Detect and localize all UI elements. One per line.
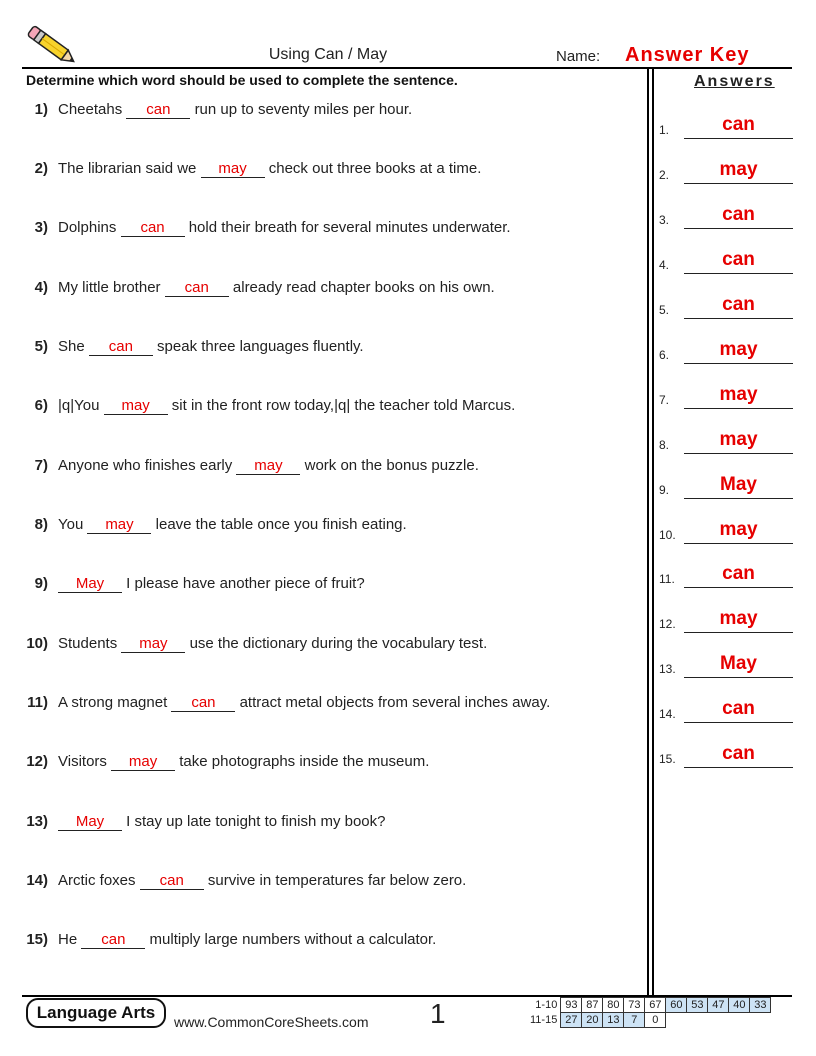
- question-text-before: A strong magnet: [58, 694, 168, 711]
- answer-line: [684, 587, 793, 588]
- score-cell: 7: [624, 1013, 645, 1028]
- answer-line: [684, 498, 793, 499]
- score-cell: 13: [603, 1013, 624, 1028]
- score-cell: 93: [561, 998, 582, 1013]
- question-text-before: Students: [58, 635, 118, 652]
- question-row: [0, 279, 640, 297]
- question-text-before: He: [58, 931, 78, 948]
- question-row: [0, 160, 640, 178]
- question-text-before: Anyone who finishes early: [58, 457, 233, 474]
- question-text-after: run up to seventy miles per hour.: [194, 101, 413, 118]
- answer-value: can: [722, 294, 755, 315]
- answer-value: can: [722, 743, 755, 764]
- answer-blank: may: [87, 516, 151, 534]
- answer-row: [659, 693, 793, 723]
- answer-blank: can: [171, 694, 235, 712]
- answer-blank: can: [165, 279, 229, 297]
- answer-number: 2.: [659, 168, 670, 182]
- column-divider: [652, 68, 654, 996]
- column-divider: [647, 68, 649, 996]
- answer-value: may: [719, 339, 758, 360]
- score-row: [528, 998, 771, 1013]
- question-text-before: Dolphins: [58, 219, 117, 236]
- score-cell: 27: [561, 1013, 582, 1028]
- question-number: 7): [34, 457, 48, 474]
- answer-number: 14.: [659, 707, 676, 721]
- answer-row: [659, 244, 793, 274]
- question-text-after: speak three languages fluently.: [157, 338, 364, 355]
- answer-value: May: [720, 474, 757, 495]
- answer-number: 1.: [659, 123, 670, 137]
- question-number: 8): [34, 516, 48, 533]
- answer-row: [659, 289, 793, 319]
- question-text-after: already read chapter books on his own.: [232, 279, 495, 296]
- question-text-after: hold their breath for several minutes underwater.: [188, 219, 511, 236]
- answer-value: can: [722, 204, 755, 225]
- score-cell: 67: [645, 998, 666, 1013]
- answer-number: 12.: [659, 617, 676, 631]
- question-row: [0, 931, 640, 949]
- score-cell: 80: [603, 998, 624, 1013]
- answer-blank: can: [126, 101, 190, 119]
- answer-line: [684, 677, 793, 678]
- answer-row: [659, 469, 793, 499]
- score-cell: 53: [687, 998, 708, 1013]
- question-number: 6): [34, 397, 48, 414]
- score-row-label: 11-15: [530, 1014, 558, 1026]
- answer-blank: May: [58, 575, 122, 593]
- question-row: [0, 635, 640, 653]
- header-rule: [22, 67, 792, 69]
- answer-row: [659, 334, 793, 364]
- answer-blank: can: [121, 219, 185, 237]
- question-row: [0, 872, 640, 890]
- question-text-before: The librarian said we: [58, 160, 197, 177]
- score-row-label: 1-10: [535, 999, 558, 1011]
- score-cell: 60: [666, 998, 687, 1013]
- score-cell: 87: [582, 998, 603, 1013]
- answer-row: [659, 603, 793, 633]
- answer-blank: May: [58, 813, 122, 831]
- answer-value: may: [719, 384, 758, 405]
- score-cell: 40: [729, 998, 750, 1013]
- question-number: 12): [26, 753, 48, 770]
- answer-value: may: [719, 608, 758, 629]
- question-number: 5): [34, 338, 48, 355]
- score-row: [528, 1013, 771, 1028]
- question-text-before: My little brother: [58, 279, 161, 296]
- answer-row: [659, 514, 793, 544]
- answer-blank: can: [140, 872, 204, 890]
- page-title: Using Can / May: [268, 46, 388, 63]
- score-cell: 33: [750, 998, 771, 1013]
- answer-blank: may: [111, 753, 175, 771]
- answer-number: 10.: [659, 528, 676, 542]
- answer-number: 4.: [659, 258, 670, 272]
- question-row: [0, 219, 640, 237]
- answer-value: can: [722, 249, 755, 270]
- answer-line: [684, 722, 793, 723]
- question-number: 11): [27, 694, 48, 711]
- answer-value: may: [719, 429, 758, 450]
- question-number: 14): [26, 872, 48, 889]
- answer-blank: can: [89, 338, 153, 356]
- answer-row: [659, 648, 793, 678]
- question-text-after: check out three books at a time.: [268, 160, 482, 177]
- question-text-after: attract metal objects from several inches away.: [239, 694, 551, 711]
- answer-row: [659, 738, 793, 768]
- question-text-before: Visitors: [58, 753, 107, 770]
- question-text-before: Cheetahs: [58, 101, 123, 118]
- answer-blank: may: [121, 635, 185, 653]
- question-number: 15): [26, 931, 48, 948]
- answer-value: may: [719, 159, 758, 180]
- question-text-before: |q|You: [58, 397, 100, 414]
- question-text-after: survive in temperatures far below zero.: [207, 872, 467, 889]
- answer-number: 5.: [659, 303, 670, 317]
- answer-line: [684, 543, 793, 544]
- question-row: [0, 516, 640, 534]
- question-number: 3): [34, 219, 48, 236]
- answer-line: [684, 767, 793, 768]
- answer-row: [659, 109, 793, 139]
- score-cell: 20: [582, 1013, 603, 1028]
- answer-line: [684, 138, 793, 139]
- answer-row: [659, 379, 793, 409]
- question-text-before: You: [58, 516, 84, 533]
- answer-blank: can: [81, 931, 145, 949]
- answer-blank: may: [236, 457, 300, 475]
- question-text-before: She: [58, 338, 85, 355]
- question-text-after: take photographs inside the museum.: [179, 753, 430, 770]
- answer-number: 8.: [659, 438, 670, 452]
- question-number: 13): [26, 813, 48, 830]
- question-number: 10): [26, 635, 48, 652]
- answer-number: 15.: [659, 752, 676, 766]
- question-text-after: work on the bonus puzzle.: [304, 457, 479, 474]
- name-label: Name:: [556, 48, 601, 65]
- answer-line: [684, 363, 793, 364]
- answer-row: [659, 558, 793, 588]
- question-text-after: multiply large numbers without a calculator.: [149, 931, 437, 948]
- question-number: 9): [34, 575, 48, 592]
- question-row: [0, 813, 640, 831]
- answer-row: [659, 424, 793, 454]
- question-text-before: Arctic foxes: [58, 872, 136, 889]
- score-table: [528, 997, 771, 1028]
- answer-line: [684, 228, 793, 229]
- answer-number: 9.: [659, 483, 670, 497]
- question-text-after: sit in the front row today,|q| the teacher told Marcus.: [171, 397, 516, 414]
- question-number: 1): [34, 101, 48, 118]
- score-cell: 0: [645, 1013, 666, 1028]
- site-url[interactable]: www.CommonCoreSheets.com: [174, 1014, 369, 1030]
- page-number: 1: [430, 998, 446, 1029]
- answer-key-label: Answer Key: [625, 44, 750, 66]
- question-text-after: leave the table once you finish eating.: [155, 516, 407, 533]
- answer-number: 11.: [659, 572, 675, 586]
- answers-heading: Answers: [694, 73, 775, 90]
- answer-line: [684, 318, 793, 319]
- question-row: [0, 753, 640, 771]
- question-number: 4): [34, 279, 48, 296]
- answer-number: 7.: [659, 393, 670, 407]
- answer-number: 13.: [659, 662, 676, 676]
- score-cell: 73: [624, 998, 645, 1013]
- question-row: [0, 101, 640, 119]
- question-row: [0, 694, 640, 712]
- answer-row: [659, 199, 793, 229]
- answer-value: May: [720, 653, 757, 674]
- answer-line: [684, 408, 793, 409]
- answer-line: [684, 273, 793, 274]
- score-cell: 47: [708, 998, 729, 1013]
- answer-value: can: [722, 563, 755, 584]
- question-row: [0, 397, 640, 415]
- answer-blank: may: [201, 160, 265, 178]
- question-text-after: I stay up late tonight to finish my book?: [126, 813, 386, 830]
- question-row: [0, 575, 640, 593]
- question-text-after: I please have another piece of fruit?: [126, 575, 365, 592]
- answer-value: may: [719, 519, 758, 540]
- instructions: Determine which word should be used to complete the sentence.: [26, 72, 458, 88]
- answer-row: [659, 154, 793, 184]
- answer-blank: may: [104, 397, 168, 415]
- answer-line: [684, 453, 793, 454]
- answer-line: [684, 183, 793, 184]
- answer-number: 6.: [659, 348, 670, 362]
- question-number: 2): [34, 160, 48, 177]
- answer-value: can: [722, 698, 755, 719]
- answer-line: [684, 632, 793, 633]
- answer-value: can: [722, 114, 755, 135]
- question-row: [0, 338, 640, 356]
- question-row: [0, 457, 640, 475]
- question-text-after: use the dictionary during the vocabulary test.: [189, 635, 488, 652]
- answer-number: 3.: [659, 213, 670, 227]
- subject-badge: Language Arts: [26, 998, 166, 1028]
